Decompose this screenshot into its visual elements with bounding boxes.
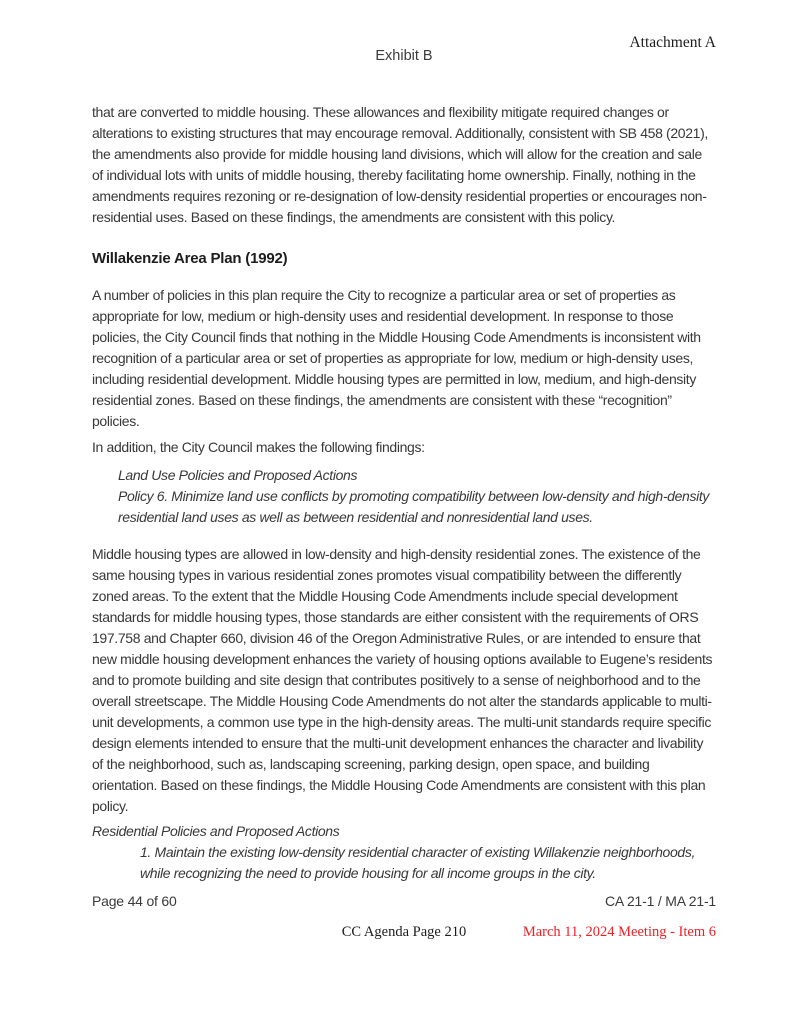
footer-row: [92, 892, 716, 911]
agenda-page-label: CC Agenda Page 210: [341, 924, 467, 940]
quote-title: Land Use Policies and Proposed Actions: [118, 467, 358, 483]
paragraph-recognition-policies: A number of policies in this plan require the City to recognize a particular area or set of properties as appropriate for low, medium or high-density uses and residential development. In response to those policies, the City Council finds that nothing in the Middle Housing Code Amendments is inconsistent with recognition of a particular area or set of properties as appropriate for low, medium or high-density uses, including residential development. Middle housing types are permitted in low, medium, and high-density residential zones. Based on these findings, the amendments are consistent with these “recognition” policies.: [92, 287, 701, 429]
section-heading-willakenzie: Willakenzie Area Plan (1992): [92, 250, 288, 267]
exhibit-label: Exhibit B: [375, 48, 433, 64]
paragraph-intro: that are converted to middle housing. These allowances and flexibility mitigate required changes or alterations to existing structures that may encourage removal. Additionally, consistent with SB 458 (2021), the amendments also provide for middle housing land divisions, which will allow for the creation and sale of individual lots with units of middle housing, thereby facilitating home ownership. Finally, nothing in the amendments requires rezoning or re-designation of low-density residential properties or encourages non-residential uses. Based on these findings, the amendments are consistent with this policy.: [92, 104, 708, 225]
page-number: Page 44 of 60: [92, 893, 177, 909]
bottom-annotation-row: [92, 923, 716, 942]
paragraph-compatibility-findings: Middle housing types are allowed in low-density and high-density residential zones. The existence of the same housing types in various residential zones promotes visual compatibility between the differently zoned areas. To the extent that the Middle Housing Code Amendments include special development standards for middle housing types, those standards are either consistent with the requirements of ORS 197.758 and Chapter 660, division 46 of the Oregon Administrative Rules, or are intended to ensure that new middle housing development enhances the variety of housing options available to Eugene’s residents and to promote building and site design that contributes positively to a sense of neighborhood and to the overall streetscape. The Middle Housing Code Amendments do not alter the standards applicable to multi-unit developments, a common use type in the high-density areas. The multi-unit standards require specific design elements intended to ensure that the multi-unit development enhances the character and livability of the neighborhood, such as, landscaping screening, parking design, open space, and building orientation. Based on these findings, the Middle Housing Code Amendments are consistent with this plan policy.: [92, 546, 713, 814]
meeting-info: March 11, 2024 Meeting - Item 6: [522, 924, 716, 940]
residential-policies-heading: Residential Policies and Proposed Actions: [92, 823, 340, 839]
case-number: CA 21-1 / MA 21-1: [605, 893, 716, 909]
attachment-label: Attachment A: [629, 34, 716, 51]
residential-policy-1-quote: 1. Maintain the existing low-density residential character of existing Willakenzie neighborhoods, while recognizing the need to provide housing for all income groups in the city.: [140, 844, 696, 881]
quote-policy-6: Policy 6. Minimize land use conflicts by promoting compatibility between low-density and high-density residential land uses as well as between residential and nonresidential land uses.: [118, 488, 710, 525]
land-use-policy-quote: [92, 465, 716, 528]
paragraph-findings-intro: In addition, the City Council makes the following findings:: [92, 439, 425, 455]
